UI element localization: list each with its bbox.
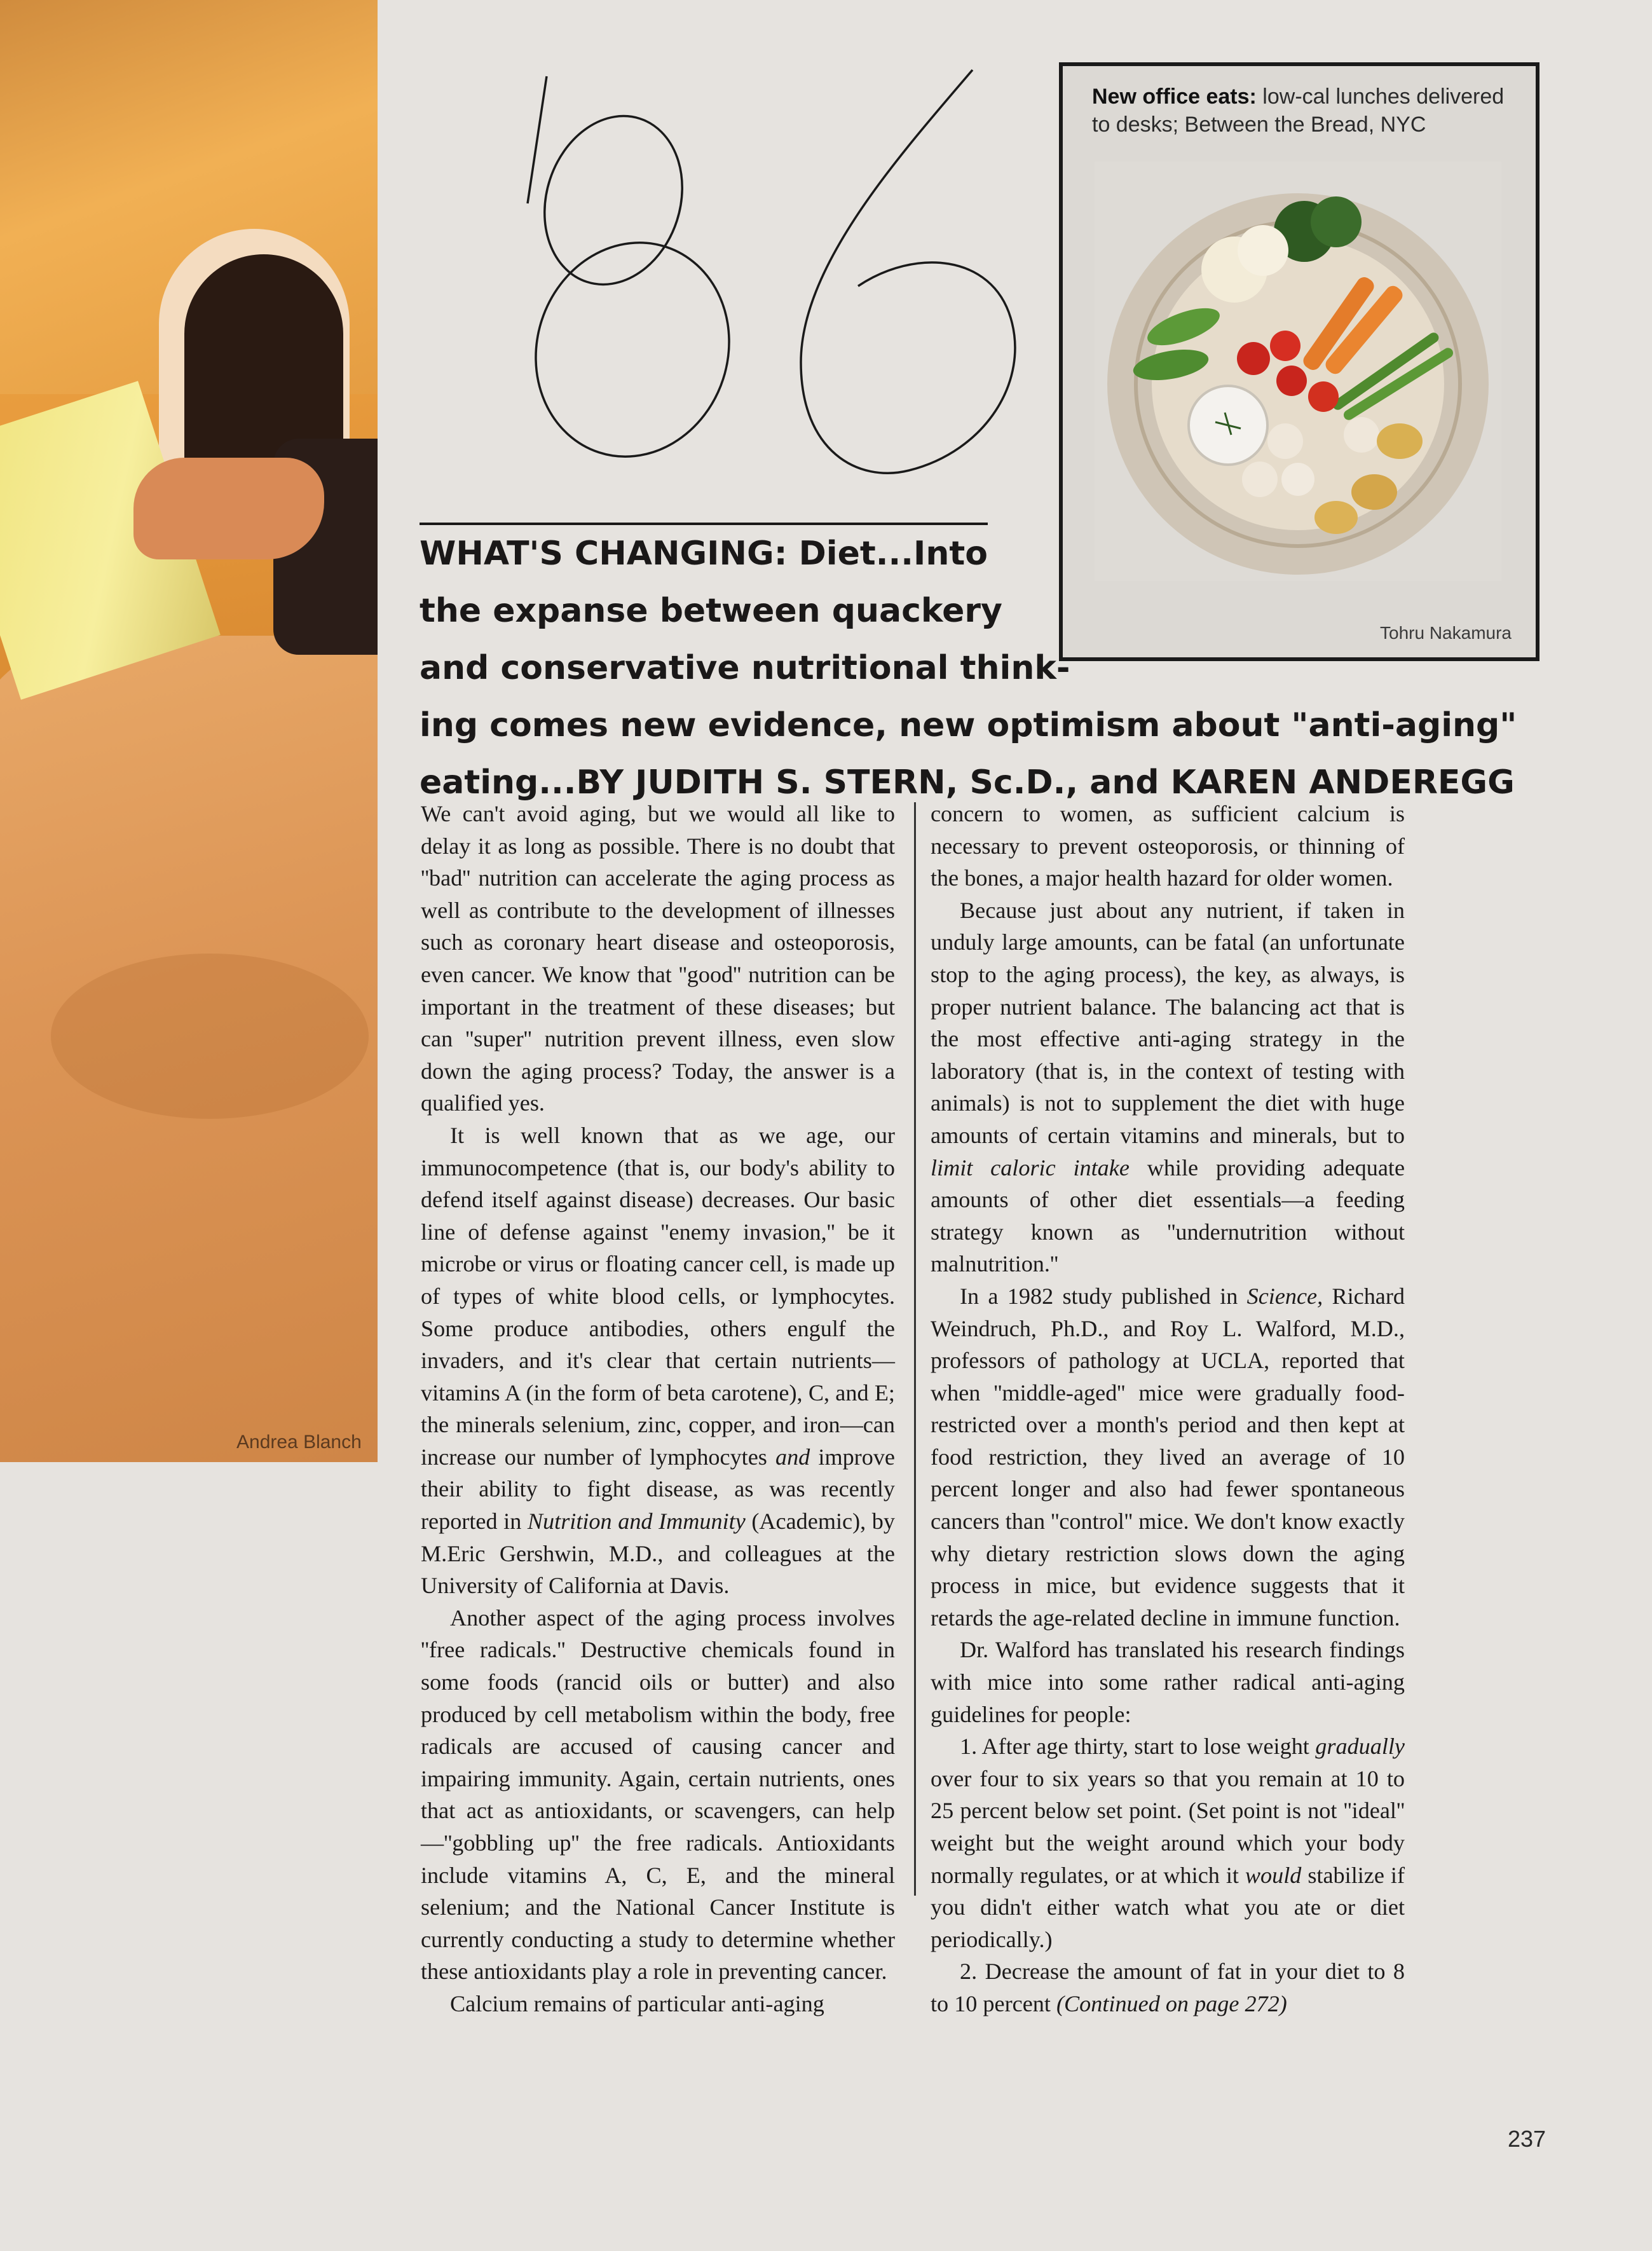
food-photo-caption (1092, 83, 1512, 139)
article-column-1 (421, 798, 895, 2020)
cover-photograph (0, 0, 378, 1462)
article-headline (420, 523, 1564, 811)
page-number: 237 (1508, 2126, 1546, 2152)
caption-text: low-cal lunches delivered to desks; Between the Bread, NYC (1092, 85, 1505, 137)
paragraph: Dr. Walford has translated his research findings with mice into some rather radical anti-aging guidelines for people: (931, 1637, 1405, 1727)
paragraph: It is well known that as we age, our immunocompetence (that is, our body's ability to defend itself against disease) decreases. Our basic line of defense against ''enemy invasion,'' be it microbe or virus or floating cancer cell, is made up of types of white blood cells, or lymphocytes. Some produce antibodies, others engulf the invaders, and it's clear that certain nutrients—vitamins A (in the form of beta carotene), C, and E; the minerals selenium, zinc, copper, and iron—can increase our number of lymphocytes and improve their ability to fight disease, as was recently reported in Nutrition and Immunity (Academic), by M.Eric Gershwin, M.D., and colleagues at the University of California at Davis. (421, 1122, 895, 1599)
mushroom (1267, 423, 1303, 459)
paragraph: 1. After age thirty, start to lose weight gradually over four to six years so that you remain at 10 to 25 percent below set point. (Set point is not ''ideal'' weight but the weight around which your body normally regulates, or at which it would stabilize if you didn't either watch what you ate or diet periodically.) (931, 1734, 1405, 1952)
digit-8-top (523, 98, 703, 303)
apostrophe-stroke (528, 76, 547, 203)
headline-line-2: the expanse between quackery (420, 592, 1002, 630)
paragraph: 2. Decrease the amount of fat in your diet to 8 to 10 percent (Continued on page 272) (931, 1959, 1405, 2016)
article-column-2 (931, 798, 1405, 2020)
headline-line-1: WHAT'S CHANGING: Diet...Into (420, 523, 988, 582)
paragraph: Calcium remains of particular anti-aging (450, 1990, 824, 2016)
paragraph: We can't avoid aging, but we would all like to delay it as long as possible. There is no doubt that ''bad'' nutrition can accelerate the aging process as well as contribute to the development of illnesses such as coronary heart disease and osteoporosis, even cancer. We know that ''good'' nutrition can be important in the treatment of these diseases; but can ''super'' nutrition prevent illness, even slow down the aging process? Today, the answer is a qualified yes. (421, 801, 895, 1116)
paragraph: Because just about any nutrient, if taken in unduly large amounts, can be fatal (an unfortunate stop to the aging process), the key, as always, is proper nutrient balance. The balancing act that is the most effective anti-aging strategy in the laboratory (that is, in the context of testing with animals) is not to supplement the diet with huge amounts of certain vitamins and minerals, but to limit caloric intake while providing adequate amounts of other diet essentials—a feeding strategy known as ''undernutrition without malnutrition.'' (931, 897, 1405, 1277)
paragraph: Another aspect of the aging process involves ''free radicals.'' Destructive chemicals found in some foods (rancid oils or butter) and also produced by cell metabolism within the body, free radicals are accused of causing cancer and impairing immunity. Again, certain nutrients, ones that act as antioxidants, or scavengers, can help—''gobbling up'' the free radicals. Antioxidants include vitamins A, C, E, and the mineral selenium; and the National Cancer Institute is currently conducting a study to determine whether these antioxidants play a role in preventing cancer. (421, 1604, 895, 1985)
digit-8-bottom (509, 217, 756, 482)
headline-byline: eating...BY JUDITH S. STERN, Sc.D., and KAREN ANDEREGG (420, 763, 1515, 802)
new-potato (1377, 423, 1423, 459)
food-photo-credit: Tohru Nakamura (1380, 623, 1512, 643)
year-86-masthead (502, 64, 1049, 496)
paragraph: In a 1982 study published in Science, Richard Weindruch, Ph.D., and Roy L. Walford, M.D., professors of pathology at UCLA, reported that when ''middle-aged'' mice were gradually food-restricted over a month's period and then kept at food restriction, they lived an average of 10 percent longer and also had fewer spontaneous cancers than ''control'' mice. We don't know exactly why dietary restriction slows down the aging process in mice, but evidence suggests that it retards the age-related decline in immune function. (931, 1283, 1405, 1631)
vegetable-plate-illustration (1095, 161, 1501, 581)
column-divider (914, 802, 916, 1896)
digit-6-stroke (801, 70, 1015, 473)
headline-line-4: ing comes new evidence, new optimism about "anti-aging" (420, 706, 1517, 744)
cherry-tomato (1237, 342, 1270, 375)
photo-credit: Andrea Blanch (236, 1432, 362, 1453)
paragraph: concern to women, as sufficient calcium is necessary to prevent osteoporosis, or thinning of the bones, a major health hazard for older women. (931, 801, 1405, 891)
photo-blanket-fold (51, 954, 369, 1119)
caption-lead: New office eats: (1092, 85, 1257, 109)
headline-line-3: and conservative nutritional think- (420, 649, 1070, 687)
photo-hand (133, 458, 324, 559)
